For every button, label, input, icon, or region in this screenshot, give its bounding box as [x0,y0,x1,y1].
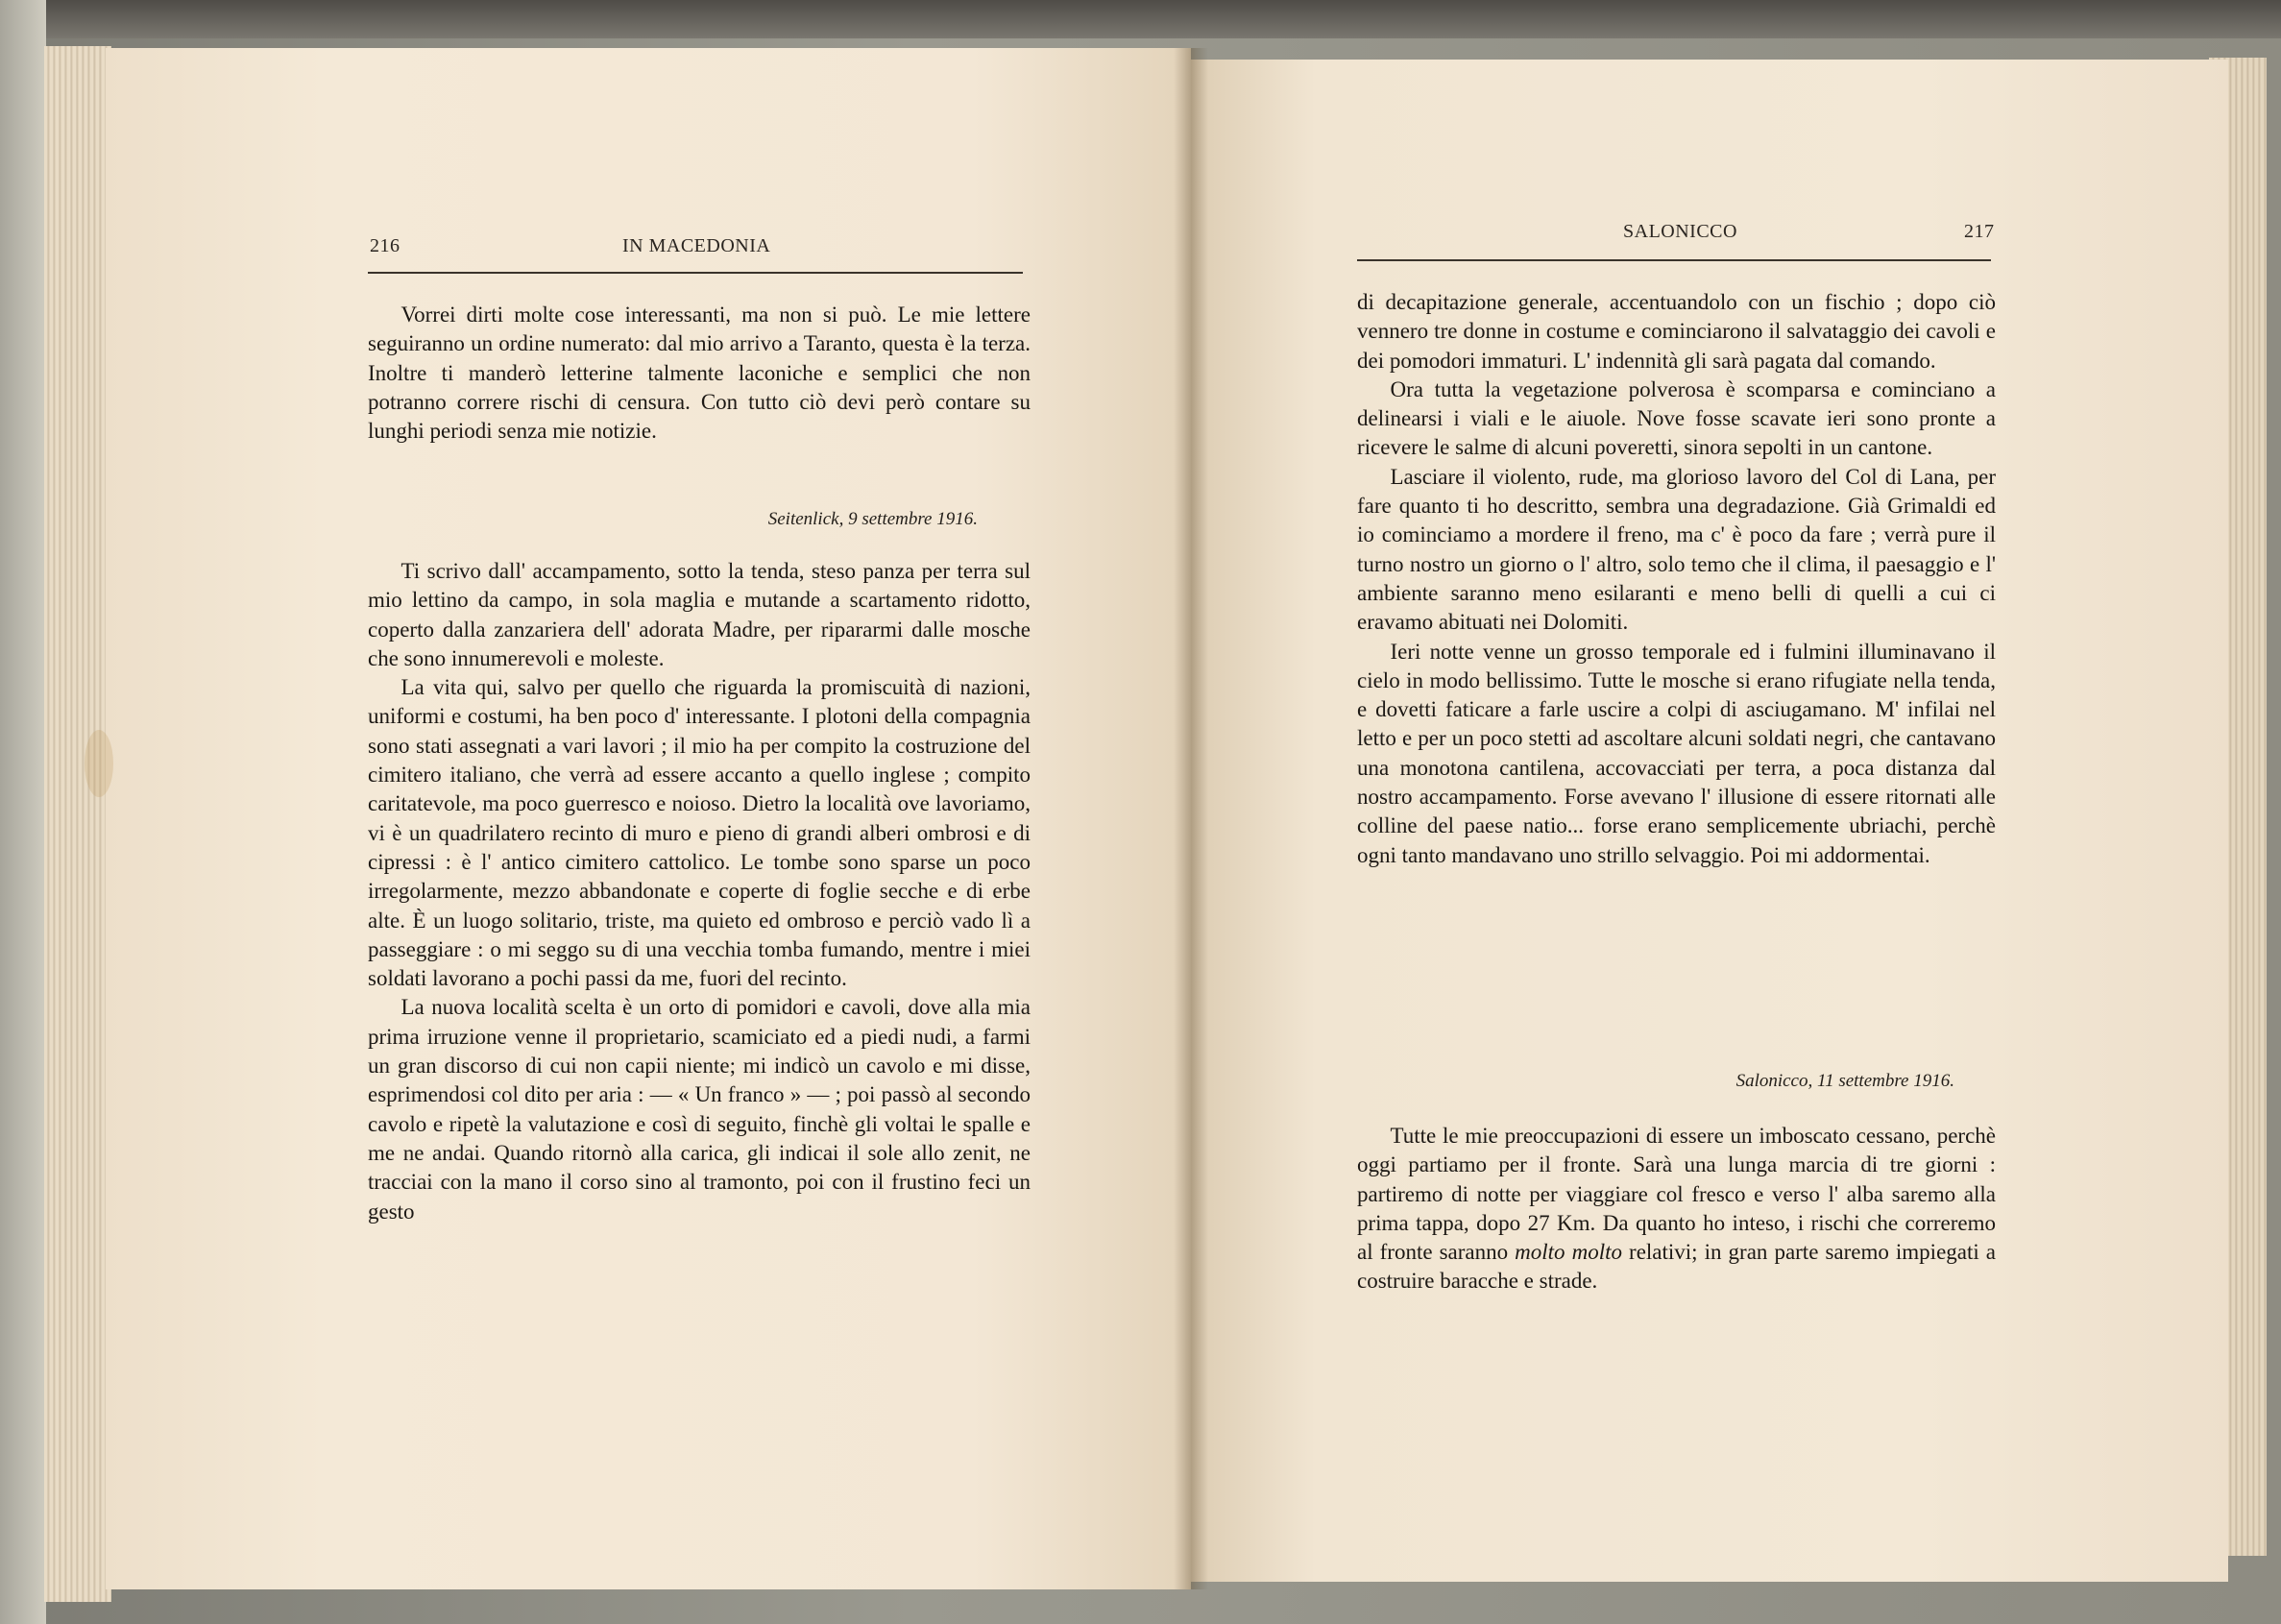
left-text-lower [368,557,1031,1226]
page-number-left: 216 [370,235,400,256]
paragraph: Vorrei dirti molte cose interessanti, ma non si può. Le mie lettere seguiranno un ordine numerato: dal mio arrivo a Taranto, questa è la terza. Inoltre ti manderò letterine talmente laconiche e semplici che non potranno correre rischi di censura. Con tutto ciò devi però contare su lunghi periodi senza mie notizie. [368,303,1031,444]
book-cover-top [0,0,2281,38]
paragraph-text: Tutte le mie preoccupazioni di essere un imboscato cessano, perchè oggi partiamo per il fronte. Sarà una lunga marcia di tre giorni : partiremo di notte per viaggiare col fresco e verso l' alba saremo alla prima tappa, dopo 27 Km. Da quanto ho inteso, i rischi che correremo al fronte saranno [1357,1124,1996,1265]
book-cover-left [0,0,46,1624]
page-number-right: 217 [1964,221,1995,242]
paragraph-text: relativi; in gran parte saremo impiegati a costruire baracche e strade. [1357,1240,1997,1294]
right-text-lower [1357,1122,1996,1297]
paragraph: di decapitazione generale, accentuandolo con un fischio ; dopo ciò vennero tre donne in costume e cominciarono il salvataggio dei cavoli e dei pomodori immaturi. L' indennità gli sarà pagata dal comando. [1357,290,1996,373]
paragraph: Ora tutta la vegetazione polverosa è scomparsa e cominciano a delinearsi i viali e le aiuole. Nove fosse scavate ieri sono pronte a ricevere le salme di alcuni poveretti, sinora sepolti in un cantone. [1357,376,1996,460]
right-text-upper [1357,288,1996,870]
book-gutter [1174,48,1208,1589]
paper-stain [85,730,113,797]
page-edges-left [44,46,111,1602]
dateline-right: Salonicco, 11 settembre 1916. [1735,1071,1954,1091]
left-text-upper [368,301,1031,446]
running-title-right: SALONICCO [1623,221,1737,242]
paragraph: Ieri notte venne un grosso temporale ed i fulmini illuminavano il cielo in modo bellissimo. Tutte le mosche si erano rifugiate nella tenda, e dovetti faticare a farle uscire a colpi di asciugamano. M' infilai nel letto e per un poco stetti ad ascoltare alcuni soldati negri, che cantavano una monotona cantilena, accovacciati per terra, a poca distanza dal nostro accampamento. Forse avevano l' illusione di essere ritornati alle colline del paese natio... forse erano semplicemente ubriachi, perchè ogni tanto mandavano uno strillo selvaggio. Poi mi addormentai. [1357,639,1996,867]
paragraph [1357,1122,1996,1297]
header-rule-left [368,272,1023,274]
dateline-left: Seitenlick, 9 settembre 1916. [767,509,978,529]
paragraph: Lasciare il violento, rude, ma glorioso lavoro del Col di Lana, per fare quanto ti ho descritto, sembra una degradazione. Già Grimaldi ed io cominciamo a mordere il freno, ma c' è poco da fare ; verrà pure il turno nostro un giorno o l' altro, solo temo che il clima, il paesaggio e l' ambiente saranno meno esilaranti e meno belli di quelli a cui ci eravamo abituati nei Dolomiti. [1357,464,1996,635]
italic-emphasis: molto molto [1515,1240,1622,1265]
paragraph: La nuova località scelta è un orto di pomidori e cavoli, dove alla mia prima irruzione venne il proprietario, scamiciato ed a piedi nudi, a farmi un gran discorso di cui non capii niente; mi indicò un cavolo e mi disse, esprimendosi col dito per aria : — « Un franco » — ; poi passò al secondo cavolo e ripetè la valutazione e così di seguito, finchè gli voltai le spalle e me ne andai. Quando ritornò alla carica, gli indicai il sole allo zenit, ne tracciai con la mano il corso sino al tramonto, poi con il frustino feci un gesto [368,995,1031,1224]
paragraph: La vita qui, salvo per quello che riguarda la promiscuità di nazioni, uniformi e costumi, ha ben poco d' interessante. I plotoni della compagnia sono stati assegnati a vari lavori ; il mio ha per compito la costruzione del cimitero italiano, che verrà ad essere accanto a quello inglese ; compito caritatevole, ma poco guerresco e noioso. Dietro la località ove lavoriamo, vi è un quadrilatero recinto di muro e pieno di grandi alberi ombrosi e di cipressi : è l' antico cimitero cattolico. Le tombe sono sparse un poco irregolarmente, mezzo abbandonate e coperte di foglie secche e di erbe alte. È un luogo solitario, triste, ma quieto ed ombroso e perciò vado lì a passeggiare : o mi seggo su di una vecchia tomba fumando, mentre i miei soldati lavorano a pochi passi da me, fuori del recinto. [368,675,1031,991]
header-rule-right [1357,259,1991,261]
running-title-left: IN MACEDONIA [622,235,771,256]
paragraph: Ti scrivo dall' accampamento, sotto la tenda, steso panza per terra sul mio lettino da campo, in sola maglia e mutande a scartamento ridotto, coperto dalla zanzariera dell' adorata Madre, per ripararmi dalle mosche che sono innumerevoli e moleste. [368,559,1031,670]
